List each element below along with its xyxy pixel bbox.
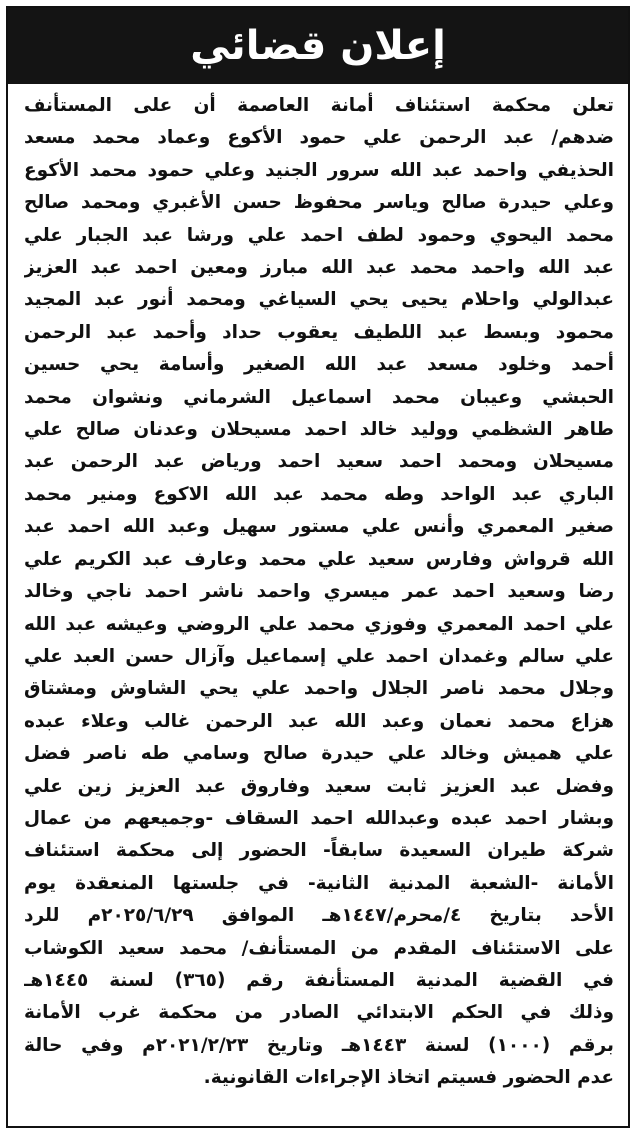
notice-line: محمود وبسط عبد اللطيف يعقوب حداد وأحمد عبد الرحمن — [24, 321, 614, 343]
notice-line: وعلي حيدرة صالح وياسر محفوظ حسن الأغبري ومحمد صالح — [24, 192, 614, 214]
notice-line: تعلن محكمة استئناف أمانة العاصمة أن على المستأنف — [24, 95, 614, 116]
notice-line: عبد الله واحمد محمد عبد الله مبارز ومعين احمد عبد العزيز — [24, 257, 614, 279]
notice-line: مسيحلان ومحمد احمد سعيد احمد ورياض عبد الرحمن عبد — [24, 451, 614, 473]
notice-line: محمد اليحوي وحمود لطف احمد علي ورشا عبد الجبار علي — [24, 224, 614, 246]
notice-body — [24, 90, 614, 1120]
notice-line: رضا وسعيد احمد عمر ميسري واحمد ناشر احمد ناجي وخالد — [24, 581, 614, 603]
notice-line: الباري عبد الواحد وطه محمد عبد الله الاكوع ومنير محمد — [24, 483, 614, 505]
notice-line: الأحد بتاريخ ٤/محرم/١٤٤٧هـ الموافق ٢٠٢٥/٦/٢٩م للرد — [24, 905, 614, 927]
notice-line: شركة طيران السعيدة سابقاً- الحضور إلى محكمة استئناف — [24, 840, 614, 862]
notice-line: الله قرواش وفارس سعيد علي محمد وعارف عبد الكريم علي — [24, 548, 614, 570]
notice-line: علي احمد المعمري وفوزي محمد علي الروضي وعيشه عبد الله — [24, 613, 614, 635]
notice-title: إعلان قضائي — [190, 23, 446, 69]
notice-line: في القضية المدنية المستأنفة رقم (٣٦٥) لسنة ١٤٤٥هـ — [24, 969, 614, 991]
notice-line: علي هميش وخالد علي حيدرة صالح وسامي طه ناصر فضل — [24, 743, 614, 765]
notice-line: وفضل عبد العزيز ثابت سعيد وفاروق عبد العزيز زين علي — [24, 775, 614, 797]
notice-line: الأمانة -الشعبة المدنية الثانية- في جلستها المنعقدة يوم — [24, 872, 614, 894]
notice-line: صغير المعمري وأنس علي مستور سهيل وعبد الله احمد عبد — [24, 516, 614, 538]
notice-line: عبدالولي واحلام يحيى يحي السياغي ومحمد أنور عبد المجيد — [24, 289, 614, 311]
notice-line: الحبشي وعيبان محمد اسماعيل الشرماني ونشوان محمد — [24, 386, 614, 408]
notice-line: وجلال محمد ناصر الجلال واحمد علي يحي الشاوش ومشتاق — [24, 678, 614, 700]
notice-line-last: عدم الحضور فسيتم اتخاذ الإجراءات القانونية. — [203, 1067, 614, 1089]
notice-line: برقم (١٠٠٠) لسنة ١٤٤٣هـ وتاريخ ٢٠٢١/٢/٢٣م وفي حالة — [24, 1034, 614, 1056]
notice-line: طاهر الشظمي ووليد خالد احمد مسيحلان وعدنان صالح علي — [24, 419, 614, 441]
notice-line: علي سالم وغمدان احمد علي إسماعيل وآزال حسن العبد علي — [24, 645, 614, 667]
notice-line: ضدهم/ عبد الرحمن علي حمود الأكوع وعماد محمد مسعد — [24, 127, 614, 149]
notice-line: هزاع محمد نعمان وعبد الله عبد الرحمن غالب وعلاء عبده — [24, 710, 614, 732]
notice-line: على الاستئناف المقدم من المستأنف/ محمد سعيد الكوشاب — [24, 937, 614, 959]
notice-line: وبشار احمد عبده وعبدالله احمد السقاف -وجميعهم من عمال — [24, 807, 614, 829]
notice-line: الحذيفي واحمد عبد الله سرور الجنيد وعلي حمود محمد الأكوع — [24, 159, 614, 181]
header-bar — [8, 8, 628, 84]
notice-line: وذلك في الحكم الابتدائي الصادر من محكمة غرب الأمانة — [24, 1002, 614, 1024]
notice-line: أحمد وخلود مسعد عبد الله الصغير وأسامة يحي حسين — [24, 354, 614, 376]
